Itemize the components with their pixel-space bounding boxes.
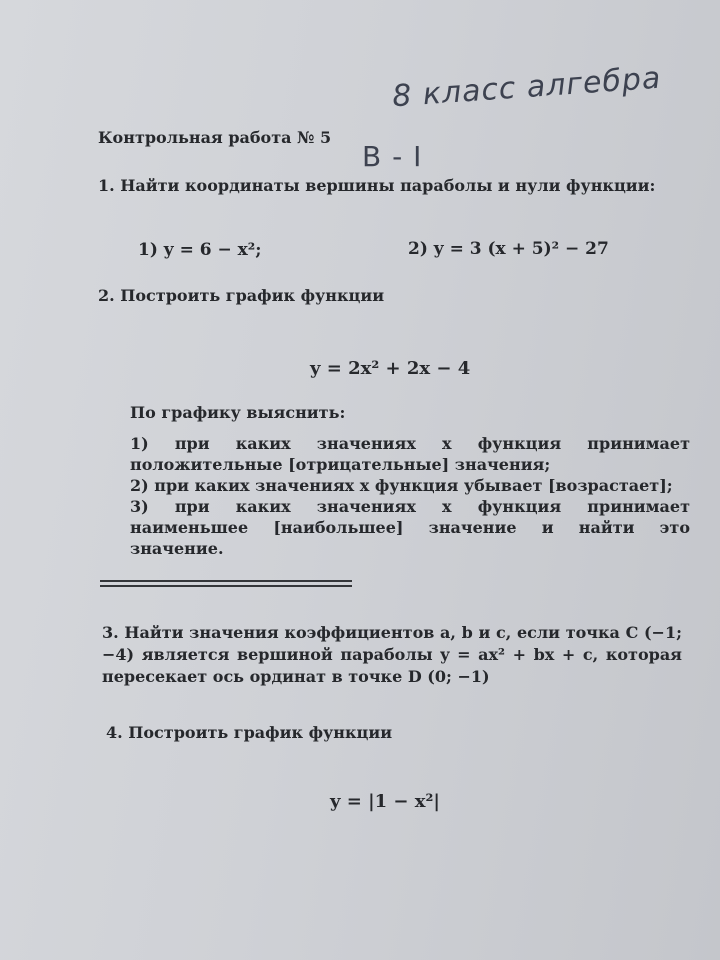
divider-line xyxy=(100,580,352,582)
task-2-items xyxy=(130,433,690,559)
task-1-heading: 1. Найти координаты вершины параболы и нули функции: xyxy=(98,176,656,195)
handwritten-variant: В - I xyxy=(362,140,423,173)
divider-line xyxy=(100,585,352,587)
task-4-formula: y = |1 − x²| xyxy=(330,791,440,812)
task-2-item: 3) при каких значениях x функция принимает наименьшее [наибольшее] значение и найти это значение. xyxy=(130,497,690,558)
task-2-item: 1) при каких значениях x функция принимает положительные [отрицательные] значения; xyxy=(130,434,690,474)
task-2-heading: 2. Построить график функции xyxy=(98,286,385,305)
handwritten-class-note: 8 класс алгебра xyxy=(391,60,663,115)
task-1-item-1: 1) y = 6 − x²; xyxy=(138,240,262,260)
task-1-item-2: 2) y = 3 (x + 5)² − 27 xyxy=(408,239,609,259)
task-2-formula: y = 2x² + 2x − 4 xyxy=(310,358,471,379)
task-2-item: 2) при каких значениях x функция убывает [возрастает]; xyxy=(130,476,673,495)
task-4-heading: 4. Построить график функции xyxy=(106,723,393,742)
page-title: Контрольная работа № 5 xyxy=(98,128,332,147)
task-3-text: 3. Найти значения коэффициентов a, b и c, если точка C (−1; −4) является вершиной параболы y = ax² + bx + c, которая пересекает ось ординат в точке D (0; −1) xyxy=(102,623,682,686)
task-2-question: По графику выяснить: xyxy=(130,403,346,422)
